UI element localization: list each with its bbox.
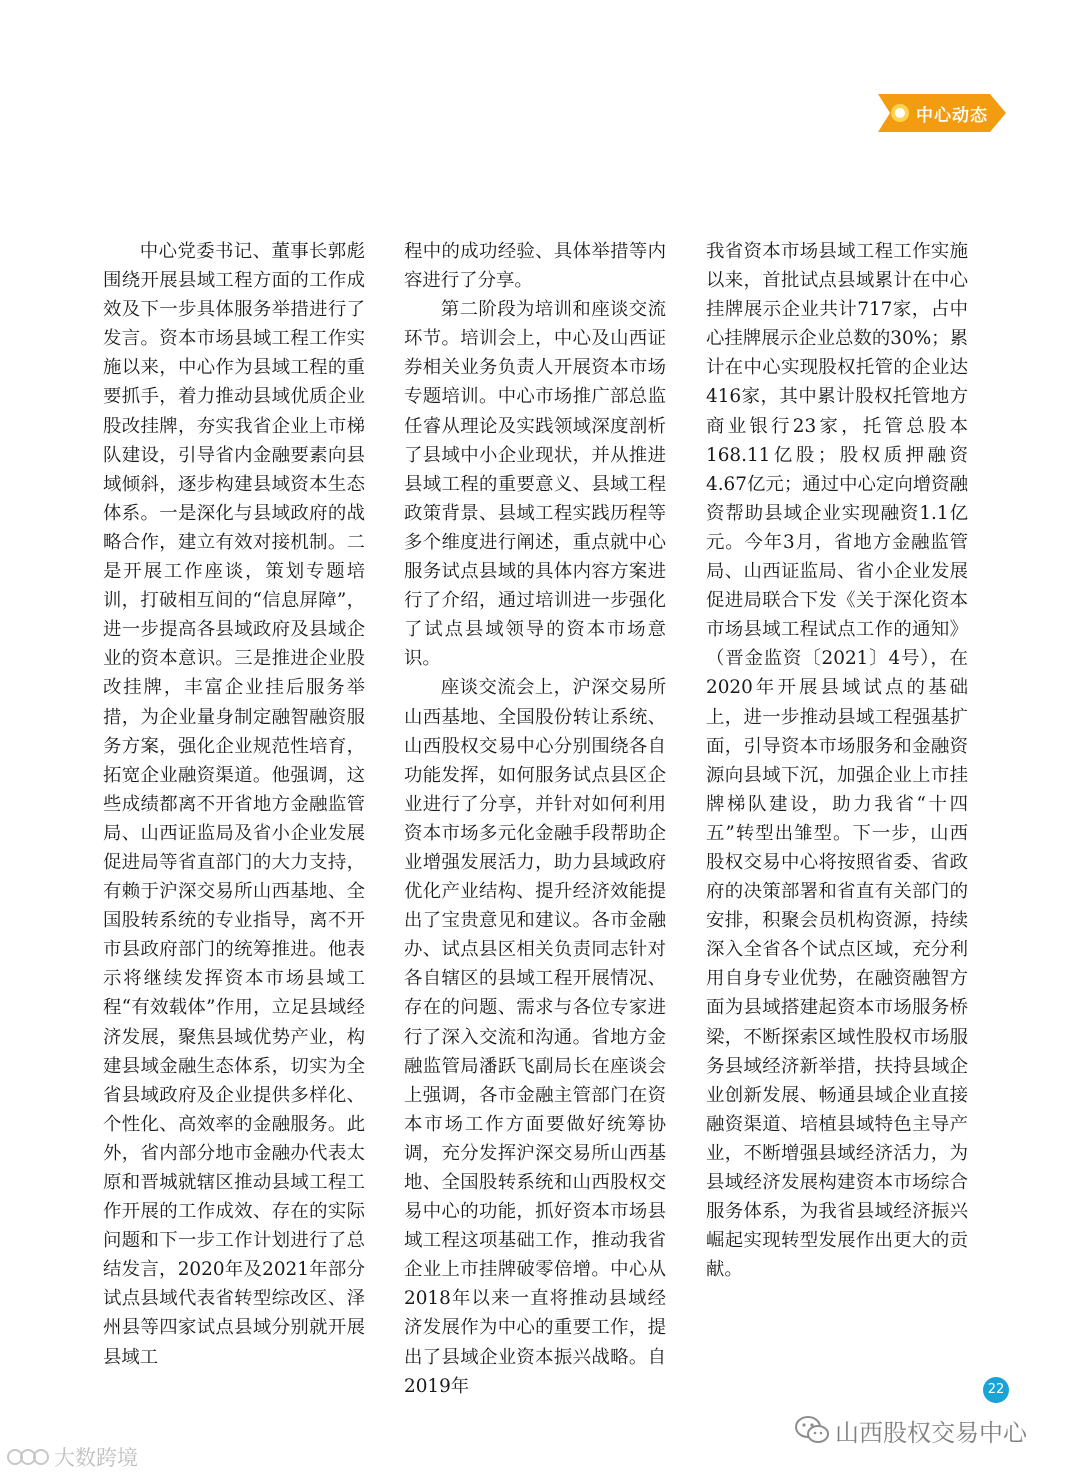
article-paragraph: 座谈交流会上，沪深交易所山西基地、全国股份转让系统、山西股权交易中心分别围绕各自功能发挥，如何服务试点县区企业进行了分享，并针对如何利用资本市场多元化金融手段帮助企业增强发展活力，助力县域政府优化产业结构、提升经济效能提出了宝贵意见和建议。各市金融办、试点县区相关负责同志针对各自辖区的县域工程开展情况、存在的问题、需求与各位专家进行了深入交流和沟通。省地方金融监管局潘跃飞副局长在座谈会上强调，各市金融主管部门在资本市场工作方面要做好统筹协调，充分发挥沪深交易所山西基地、全国股转系统和山西股权交易中心的功能，抓好资本市场县域工程这项基础工作，推动我省企业上市挂牌破零倍增。中心从2018年以来一直将推动县域经济发展作为中心的重要工作，提出了县域企业资本振兴战略。自2019年: [404, 677, 666, 1397]
corner-watermark: [6, 1443, 138, 1471]
wechat-icon: [795, 1415, 829, 1445]
watermark-logo-icon: [6, 1445, 50, 1469]
article-column-3: [706, 237, 968, 1284]
article-column-1: [103, 237, 365, 1372]
page-number-badge: 22: [983, 1377, 1009, 1403]
watermark-text: 大数跨境: [54, 1446, 138, 1470]
article-paragraph-continued: 程中的成功经验、具体举措等内容进行了分享。: [404, 241, 666, 292]
section-tag: [878, 94, 1006, 132]
article-paragraph: 中心党委书记、董事长郭彪围绕开展县域工程方面的工作成效及下一步具体服务举措进行了发言。资本市场县域工程工作实施以来，中心作为县域工程的重要抓手，着力推动县域优质企业股改挂牌，夯实我省企业上市梯队建设，引导省内金融要素向县域倾斜，逐步构建县域资本生态体系。一是深化与县域政府的战略合作，建立有效对接机制。二是开展工作座谈，策划专题培训，打破相互间的“信息屏障”，进一步提高各县域政府及县域企业的资本意识。三是推进企业股改挂牌，丰富企业挂后服务举措，为企业量身制定融智融资服务方案，强化企业规范性培育，拓宽企业融资渠道。他强调，这些成绩都离不开省地方金融监管局、山西证监局及省小企业发展促进局等省直部门的大力支持，有赖于沪深交易所山西基地、全国股转系统的专业指导，离不开市县政府部门的统筹推进。他表示将继续发挥资本市场县域工程“有效载体”作用，立足县域经济发展，聚焦县域优势产业，构建县域金融生态体系，切实为全省县域政府及企业提供多样化、个性化、高效率的金融服务。此外，省内部分地市金融办代表太原和晋城就辖区推动县域工程工作开展的工作成效、存在的实际问题和下一步工作计划进行了总结发言，2020年及2021年部分试点县域代表省转型综改区、泽州县等四家试点县域分别就开展县域工: [103, 241, 365, 1368]
section-tag-label: 中心动态: [916, 106, 988, 126]
article-column-2: [404, 237, 666, 1401]
article-paragraph-continued: 我省资本市场县域工程工作实施以来，首批试点县域累计在中心挂牌展示企业共计717家，占中心挂牌展示企业总数的30%；累计在中心实现股权托管的企业达416家，其中累计股权托管地方商业银行23家，托管总股本168.11亿股；股权质押融资4.67亿元；通过中心定向增资融资帮助县域企业实现融资1.1亿元。今年3月，省地方金融监管局、山西证监局、省小企业发展促进局联合下发《关于深化资本市场县域工程试点工作的通知》（晋金监资〔2021〕4号），在2020年开展县域试点的基础上，进一步推动县域工程强基扩面，引导资本市场服务和金融资源向县域下沉，加强企业上市挂牌梯队建设，助力我省“十四五”转型出雏型。下一步，山西股权交易中心将按照省委、省政府的决策部署和省直有关部门的安排，积聚会员机构资源，持续深入全省各个试点区域，充分利用自身专业优势，在融资融智方面为县域搭建起资本市场服务桥梁，不断探索区域性股权市场服务县域经济新举措，扶持县域企业创新发展、畅通县域企业直接融资渠道、培植县域特色主导产业，不断增强县域经济活力，为县域经济发展构建资本市场综合服务体系，为我省县域经济振兴崛起实现转型发展作出更大的贡献。: [706, 241, 968, 1281]
article-paragraph: 第二阶段为培训和座谈交流环节。培训会上，中心及山西证券相关业务负责人开展资本市场专题培训。中心市场推广部总监任睿从理论及实践领域深度剖析了县域中小企业现状，并从推进县域工程的重要意义、县域工程政策背景、县域工程实践历程等多个维度进行阐述，重点就中心服务试点县域的具体内容方案进行了介绍，通过培训进一步强化了试点县域领导的资本市场意识。: [404, 299, 666, 670]
wechat-watermark: [795, 1413, 1027, 1447]
wechat-account-name: 山西股权交易中心: [835, 1418, 1027, 1447]
